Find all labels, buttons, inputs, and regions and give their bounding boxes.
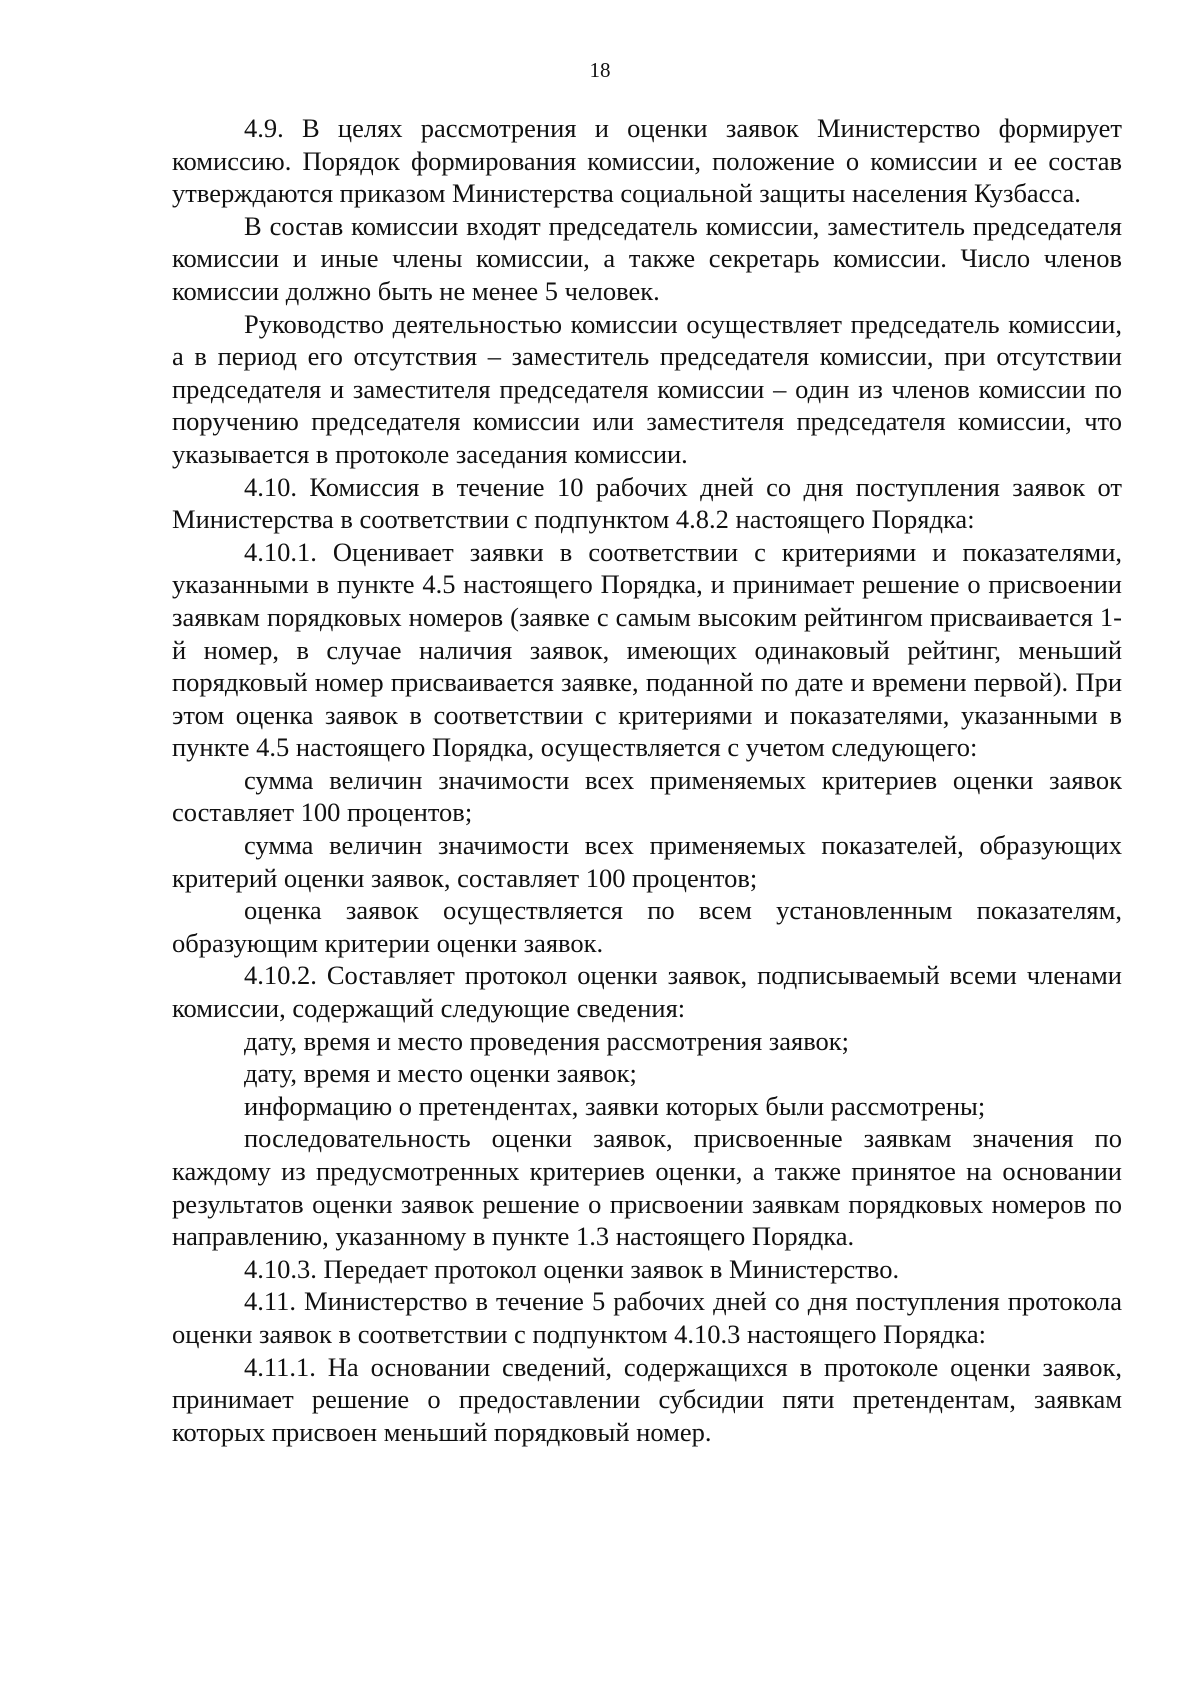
paragraph-evaluation-sequence: последовательность оценки заявок, присвоенные заявкам значения по каждому из предусмотренных критериев оценки, а также принятое на основании результатов оценки заявок решение о присвоении заявкам порядковых номеров по направлению, указанному в пункте 1.3 настоящего Порядка. [172,1123,1122,1252]
paragraph-4-11-1: 4.11.1. На основании сведений, содержащихся в протоколе оценки заявок, принимает решение о предоставлении субсидии пяти претендентам, заявкам которых присвоен меньший порядковый номер. [172,1351,1122,1447]
paragraph-4-10-2: 4.10.2. Составляет протокол оценки заявок, подписываемый всеми членами комиссии, содержащий следующие сведения: [172,960,1122,1024]
paragraph-4-10-3: 4.10.3. Передает протокол оценки заявок в Министерство. [244,1253,900,1284]
paragraph-commission-composition: В состав комиссии входят председатель комиссии, заместитель председателя комиссии и иные члены комиссии, а также секретарь комиссии. Число членов комиссии должно быть не менее 5 человек. [172,210,1122,306]
paragraph-review-date: дату, время и место проведения рассмотрения заявок; [244,1025,850,1056]
paragraph-4-11: 4.11. Министерство в течение 5 рабочих дней со дня поступления протокола оценки заявок в соответствии с подпунктом 4.10.3 настоящего Порядка: [172,1286,1122,1349]
paragraph-indicators-sum: сумма величин значимости всех применяемых показателей, образующих критерий оценки заявок, составляет 100 процентов; [172,830,1122,893]
document-body [172,112,1122,1448]
paragraph-commission-leadership: Руководство деятельностью комиссии осуществляет председатель комиссии, а в период его отсутствия – заместитель председателя комиссии, при отсутствии председателя и заместителя председателя комиссии – один из членов комиссии по поручению председателя комиссии или заместителя председателя комиссии, что указывается в протоколе заседания комиссии. [172,308,1122,469]
paragraph-4-10-1: 4.10.1. Оценивает заявки в соответствии с критериями и показателями, указанными в пункте 4.5 настоящего Порядка, и принимает решение о присвоении заявкам порядковых номеров (заявке с самым высоким рейтингом присваивается 1-й номер, в случае наличия заявок, имеющих одинаковый рейтинг, меньший порядковый номер присваивается заявке, поданной по дате и времени первой). При этом оценка заявок в соответствии с критериями и показателями, указанными в пункте 4.5 настоящего Порядка, осуществляется с учетом следующего: [172,536,1122,763]
paragraph-evaluation-scope: оценка заявок осуществляется по всем установленным показателям, образующим критерии оценки заявок. [172,895,1122,958]
page-number: 18 [589,58,611,82]
paragraph-evaluation-date: дату, время и место оценки заявок; [244,1058,637,1089]
paragraph-criteria-sum: сумма величин значимости всех применяемых критериев оценки заявок составляет 100 процентов; [172,764,1122,828]
paragraph-applicants-info: информацию о претендентах, заявки которых были рассмотрены; [244,1090,986,1121]
paragraph-4-9: 4.9. В целях рассмотрения и оценки заявок Министерство формирует комиссию. Порядок формирования комиссии, положение о комиссии и ее состав утверждаются приказом Министерства социальной защиты населения Кузбасса. [172,113,1122,209]
paragraph-4-10: 4.10. Комиссия в течение 10 рабочих дней со дня поступления заявок от Министерства в соответствии с подпунктом 4.8.2 настоящего Порядка: [172,471,1122,535]
